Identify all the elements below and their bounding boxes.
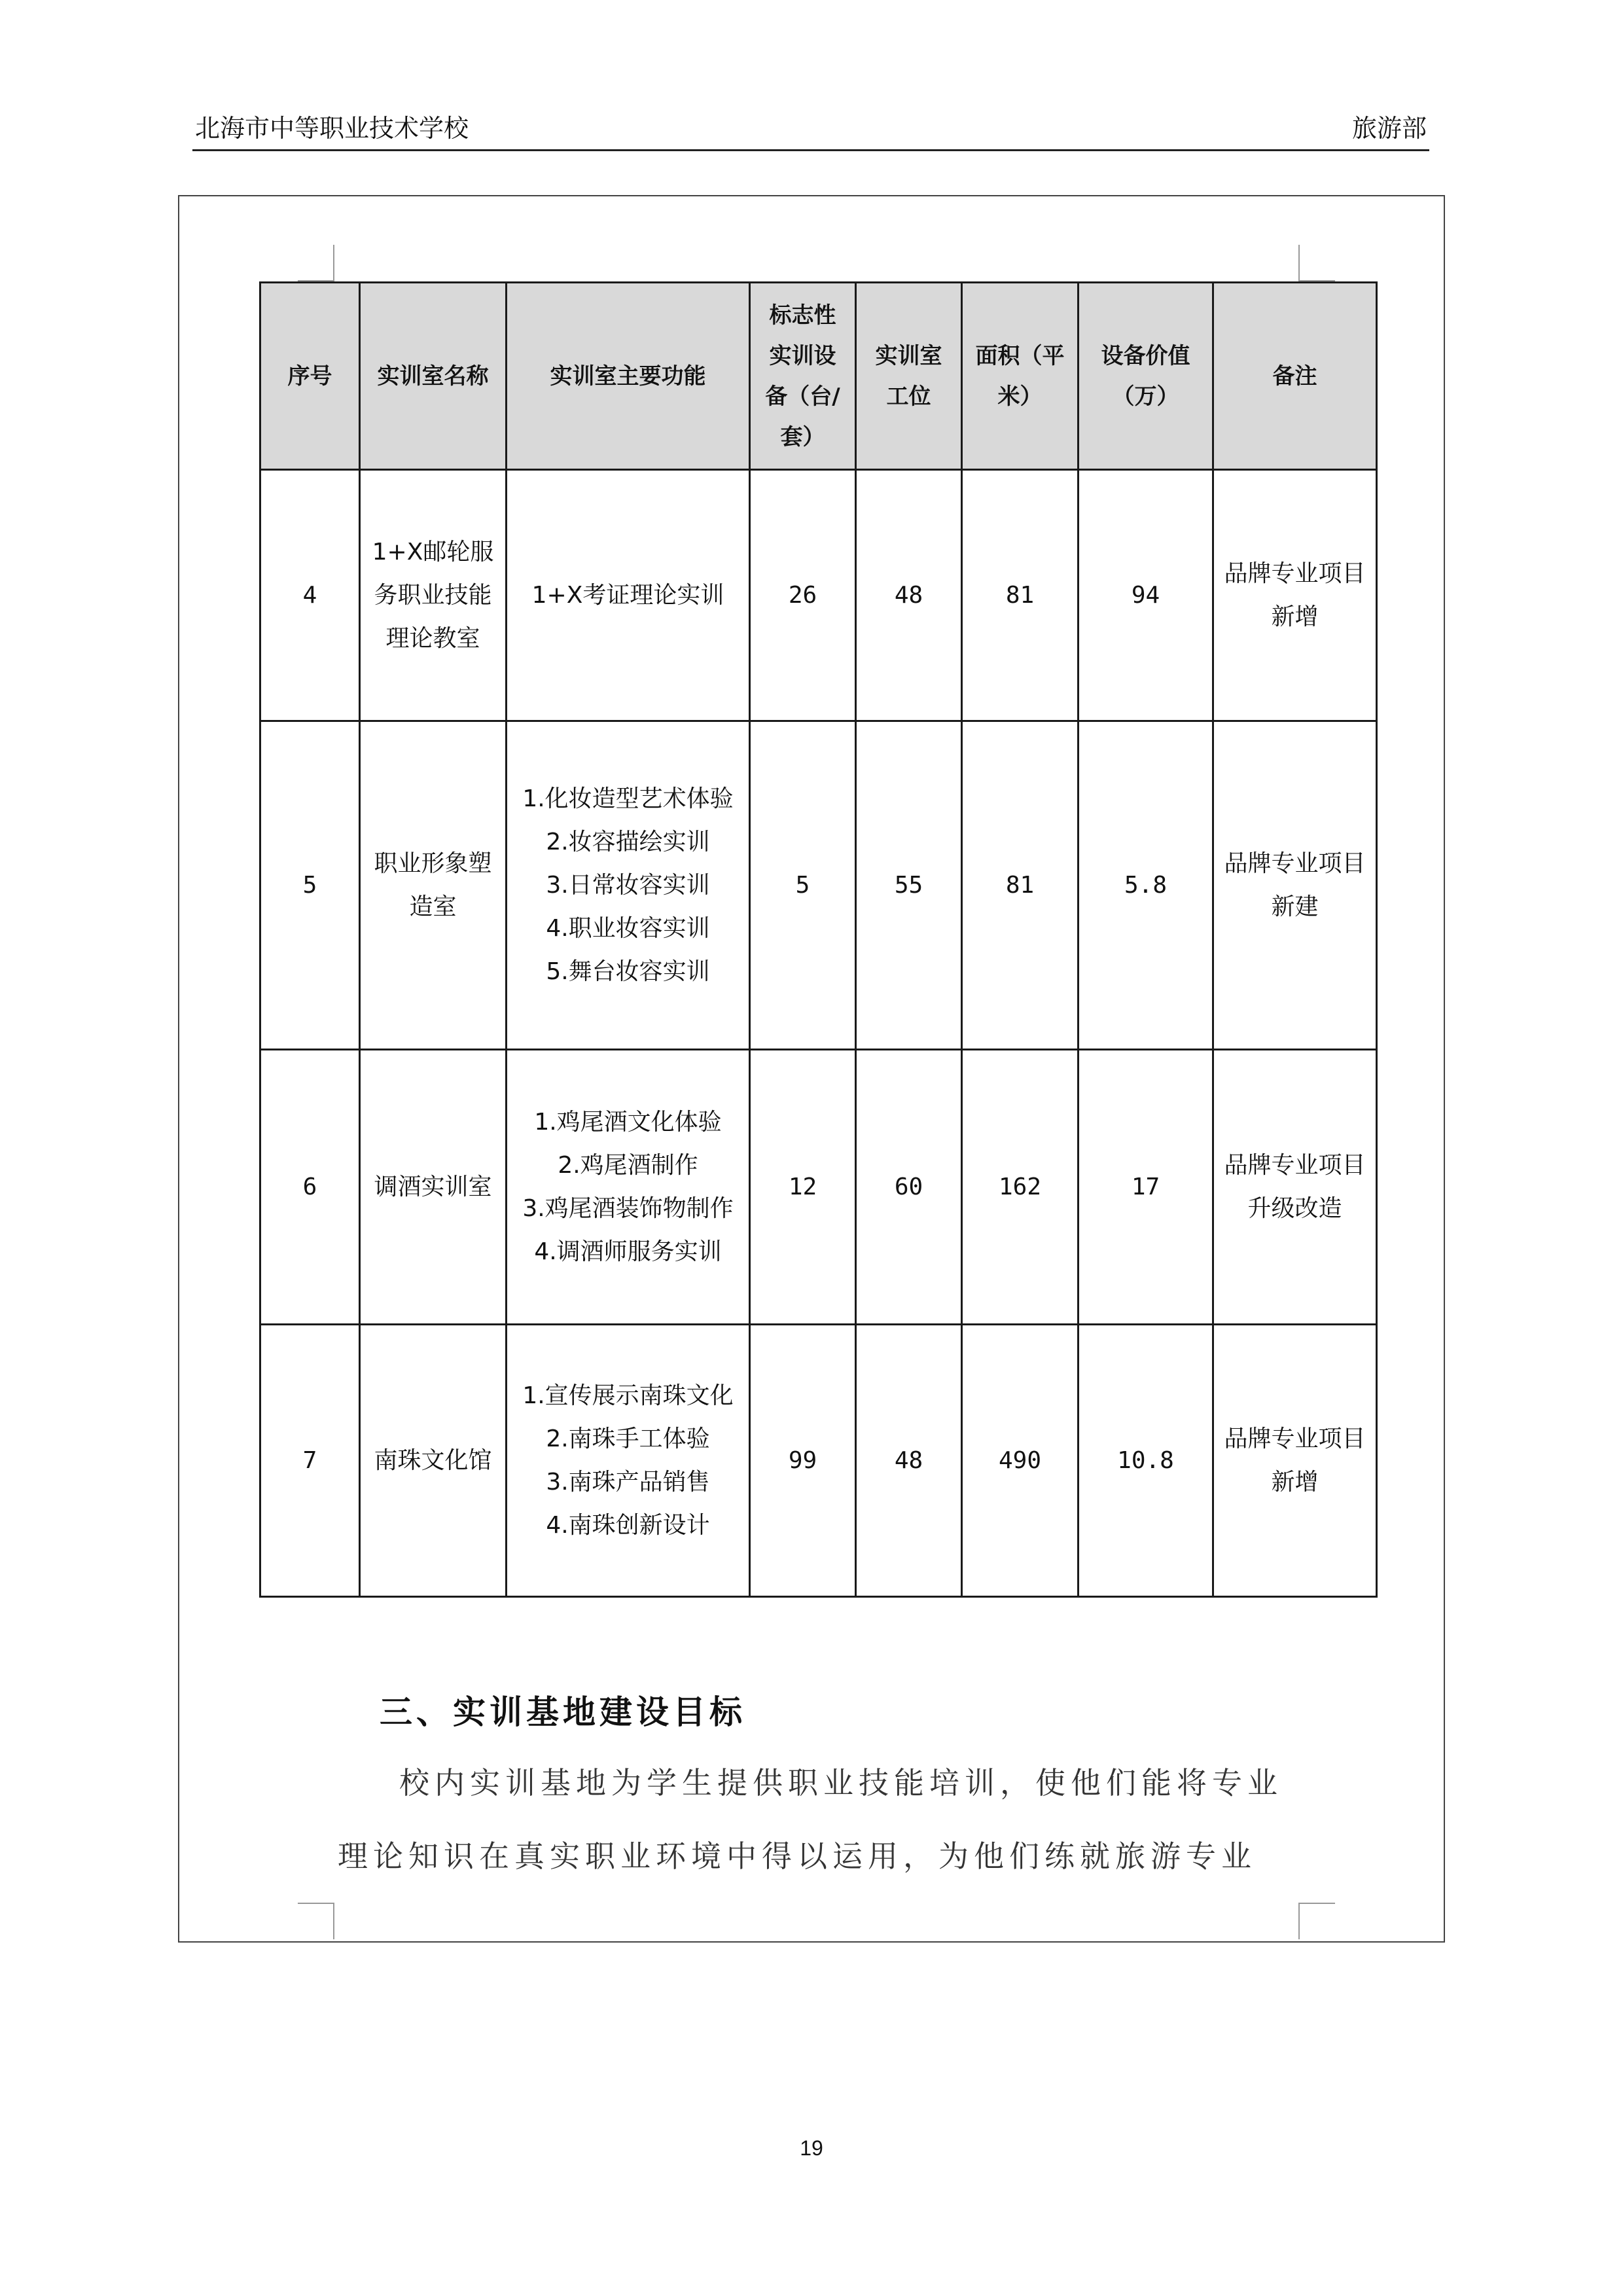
body-paragraph-line-1: 校内实训基地为学生提供职业技能培训，使他们能将专业 — [399, 1765, 1283, 1801]
row-note: 品牌专业项目新增 — [1213, 1325, 1377, 1597]
table-row — [260, 470, 1377, 721]
row-stations: 55 — [856, 721, 962, 1050]
header-equipment: 标志性实训设备（台/套） — [750, 283, 856, 470]
header-note: 备注 — [1213, 283, 1377, 470]
row-functions — [507, 470, 750, 721]
corner-mark-bottom-right — [1298, 1903, 1335, 1939]
row-room-name: 调酒实训室 — [360, 1050, 507, 1325]
function-item: 4.职业妆容实训 — [546, 914, 710, 942]
row-no: 7 — [260, 1325, 360, 1597]
row-value: 10.8 — [1079, 1325, 1213, 1597]
body-paragraph-line-2: 理论知识在真实职业环境中得以运用，为他们练就旅游专业 — [338, 1839, 1257, 1874]
row-functions — [507, 1325, 750, 1597]
header-rule — [192, 149, 1429, 151]
function-item: 3.日常妆容实训 — [546, 871, 710, 899]
corner-mark-top-right — [1298, 245, 1335, 281]
row-no: 6 — [260, 1050, 360, 1325]
row-equipment: 12 — [750, 1050, 856, 1325]
row-equipment: 99 — [750, 1325, 856, 1597]
function-item: 1+X考证理论实训 — [531, 581, 724, 609]
header-room-name: 实训室名称 — [360, 283, 507, 470]
training-rooms-table — [259, 281, 1378, 1598]
header-no: 序号 — [260, 283, 360, 470]
row-area: 490 — [962, 1325, 1079, 1597]
function-item: 1.宣传展示南珠文化 — [522, 1382, 734, 1409]
header-stations: 实训室工位 — [856, 283, 962, 470]
row-room-name: 职业形象塑造室 — [360, 721, 507, 1050]
row-area: 81 — [962, 721, 1079, 1050]
row-value: 5.8 — [1079, 721, 1213, 1050]
function-item: 1.化妆造型艺术体验 — [522, 785, 734, 812]
row-value: 94 — [1079, 470, 1213, 721]
row-note: 品牌专业项目新建 — [1213, 721, 1377, 1050]
header-functions: 实训室主要功能 — [507, 283, 750, 470]
function-item: 2.鸡尾酒制作 — [558, 1151, 698, 1179]
row-stations: 60 — [856, 1050, 962, 1325]
table-header-row — [260, 283, 1377, 470]
header-school-name: 北海市中等职业技术学校 — [195, 114, 469, 143]
row-area: 81 — [962, 470, 1079, 721]
header-value: 设备价值（万） — [1079, 283, 1213, 470]
table-row — [260, 1325, 1377, 1597]
row-value: 17 — [1079, 1050, 1213, 1325]
row-no: 5 — [260, 721, 360, 1050]
function-item: 2.南珠手工体验 — [546, 1425, 710, 1452]
function-item: 3.鸡尾酒装饰物制作 — [522, 1194, 734, 1222]
function-item: 4.调酒师服务实训 — [534, 1238, 722, 1265]
corner-mark-bottom-left — [298, 1903, 334, 1939]
function-item: 3.南珠产品销售 — [546, 1468, 710, 1496]
corner-mark-top-left — [298, 245, 334, 281]
function-item: 4.南珠创新设计 — [546, 1511, 710, 1539]
row-note: 品牌专业项目升级改造 — [1213, 1050, 1377, 1325]
row-stations: 48 — [856, 1325, 962, 1597]
function-item: 2.妆容描绘实训 — [546, 828, 710, 855]
table-row — [260, 1050, 1377, 1325]
page-number: 19 — [800, 2136, 823, 2160]
row-room-name: 1+X邮轮服务职业技能理论教室 — [360, 470, 507, 721]
row-equipment: 26 — [750, 470, 856, 721]
row-area: 162 — [962, 1050, 1079, 1325]
row-equipment: 5 — [750, 721, 856, 1050]
section-heading: 三、实训基地建设目标 — [380, 1693, 746, 1731]
row-no: 4 — [260, 470, 360, 721]
header-department: 旅游部 — [1351, 114, 1427, 143]
row-functions — [507, 721, 750, 1050]
row-stations: 48 — [856, 470, 962, 721]
table-row — [260, 721, 1377, 1050]
function-item: 5.舞台妆容实训 — [546, 958, 710, 985]
row-room-name: 南珠文化馆 — [360, 1325, 507, 1597]
row-note: 品牌专业项目新增 — [1213, 470, 1377, 721]
function-item: 1.鸡尾酒文化体验 — [534, 1108, 722, 1136]
header-area: 面积（平米） — [962, 283, 1079, 470]
row-functions — [507, 1050, 750, 1325]
